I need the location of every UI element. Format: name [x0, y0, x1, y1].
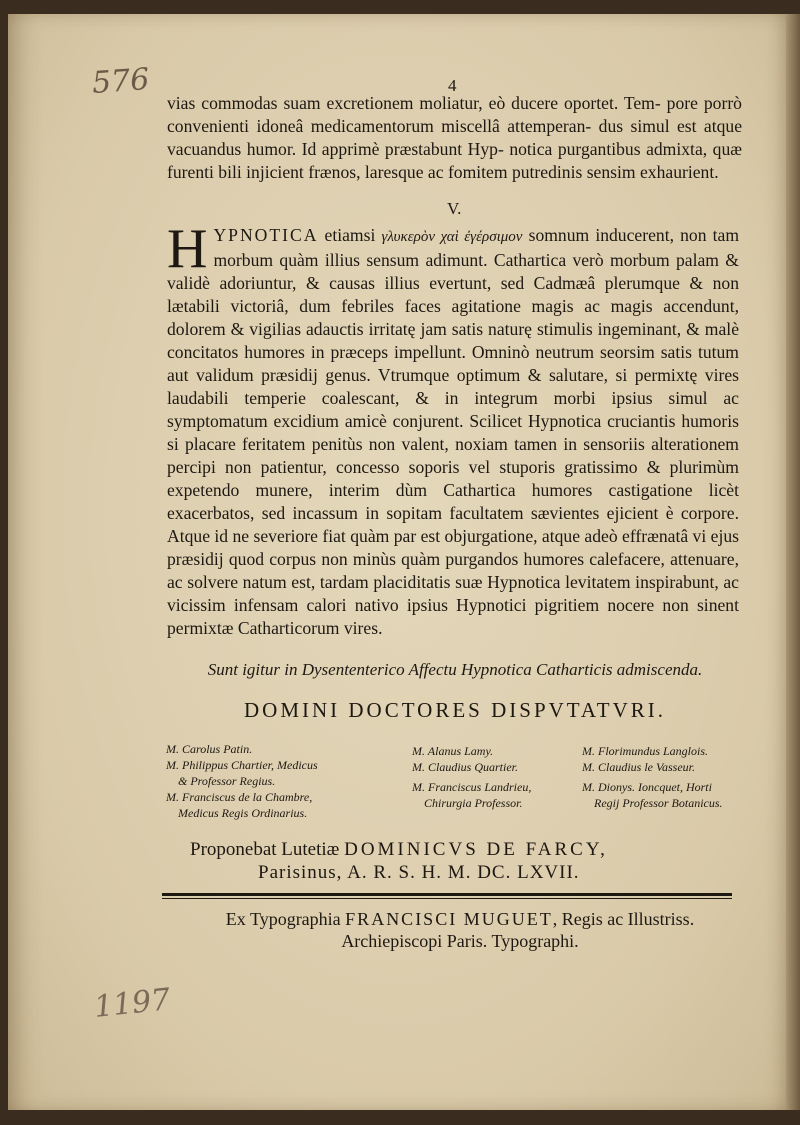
- paragraph-2: [167, 218, 740, 640]
- printer-name: FRANCISCI MUGUET: [345, 909, 553, 929]
- doctor-entry: M. Franciscus Landrieu,: [412, 780, 532, 794]
- doctor-entry: M. Claudius Quartier.: [412, 760, 519, 774]
- paragraph-1-line: notica purgantibus admixta, quæ furenti bili injicient frænos, laresque: [167, 139, 742, 182]
- imprint-prefix: Ex Typographia: [225, 909, 346, 929]
- proponebat: [190, 838, 608, 884]
- paragraph-1-line: ac fomitem putredinis sensim exhaurient.: [427, 162, 719, 182]
- doctor-entry: M. Dionys. Ioncquet, Horti: [582, 780, 712, 794]
- divider-rule-thin: [162, 898, 732, 899]
- doctors-column-3: [582, 743, 723, 811]
- doctors-column-2: [412, 743, 531, 811]
- greek-phrase: γλυκερὸν χαὶ ἐγέρσιμον: [381, 229, 523, 245]
- first-word: YPNOTICA: [213, 225, 319, 245]
- doctors-column-1: [166, 741, 318, 821]
- doctor-entry: Medicus Regis Ordinarius.: [178, 806, 308, 820]
- imprint-suffix: , Regis ac Illustriss.: [552, 909, 695, 929]
- divider-rule: [162, 893, 732, 896]
- doctors-heading: DOMINI DOCTORES DISPVTATVRI.: [243, 698, 667, 722]
- section-number: V.: [447, 199, 462, 218]
- imprint-line-2: Archiepiscopi Paris. Typographi.: [341, 931, 579, 951]
- presenter-name: DOMINICVS DE FARCY,: [344, 839, 608, 860]
- doctor-entry: M. Philippus Chartier, Medicus: [166, 758, 318, 772]
- doctor-entry: M. Franciscus de la Chambre,: [166, 790, 313, 804]
- handwritten-number-top: 576: [90, 62, 151, 101]
- conclusion: Sunt igitur in Dysententerico Affectu Hypnotica Catharticis admiscenda.: [207, 660, 703, 679]
- doctor-entry: & Professor Regius.: [178, 774, 276, 788]
- handwritten-number-bottom: 1197: [92, 982, 172, 1025]
- paragraph-2-text: somnum inducerent, non tam morbum quàm illius sensum adimunt. Cathartica verò morbum palam & validè adoriuntur, & causas illius evertunt, sed Cadmæâ plerumque & non lætabili victoriâ, dum febriles faces agitatione magis ac magis accendunt, dolorem & vigilias adauctis irritatę jam satis naturę stimulis ingeminant, & malè concitatos humores in præceps impellunt. Omninò neutrum seorsim satis tutum aut validum præsidij genus. Vtrumque optimum & salutare, si permixtę vires laudabili temperie coalescant, & in integrum morbi ipsius simul ac symptomatum excidium amicè conjurent. Scilicet Hypnotica cruciantis humoris si placare feritatem penitùs non valent, noxiam tamen in sensoriis alterationem percipi non patientur, concesso soporis vel stuporis gratissimo & plurimùm expetendo munere, interim dùm Cathartica humores castigatione licèt exacerbatos, sed incassum in sopitam facultatem sævientes ejicient è corpore. Atque id ne severiore fiat quàm par est objurgatione, atque adeò effrænatâ vi ejus præsidij quod corpus non minùs quàm purgandos humores calefacere, attenuare, ac solvere natum est, tardam placiditatis suæ Hypnotica levitatem inspirabunt, ac vicissim infensam calori nativo ipsius Hypnotici pigritiem nocere non sinent permixtæ Catharticorum vires.: [167, 225, 740, 638]
- page-edge: [786, 14, 800, 1110]
- doctor-entry: M. Florimundus Langlois.: [582, 744, 709, 758]
- doctor-entry: Regij Professor Botanicus.: [594, 796, 723, 810]
- proponebat-prefix: Proponebat Lutetiæ: [190, 839, 345, 860]
- imprint: [160, 908, 760, 952]
- paragraph-1-line: vias commodas suam excretionem moliatur, eò ducere oportet. Tem-: [167, 93, 661, 113]
- doctor-entry: M. Alanus Lamy.: [412, 744, 494, 758]
- proponebat-line-2: Parisinus, A. R. S. H. M. DC. LXVII.: [258, 862, 580, 883]
- paragraph-1-line: pore porrò convenienti idoneâ medicamentorum miscellâ attemperan-: [167, 93, 742, 136]
- paragraph-1-line: dus simul est atque vacuandus humor. Id apprimè præstabunt Hyp-: [167, 116, 742, 159]
- doctor-entry: M. Carolus Patin.: [166, 742, 253, 756]
- page-number: 4: [448, 76, 457, 95]
- drop-cap: H: [167, 218, 208, 280]
- doctor-entry: M. Claudius le Vasseur.: [582, 760, 696, 774]
- doctor-entry: Chirurgia Professor.: [424, 796, 523, 810]
- paragraph-1: [167, 92, 742, 184]
- paragraph-2-text: etiamsi: [318, 225, 382, 245]
